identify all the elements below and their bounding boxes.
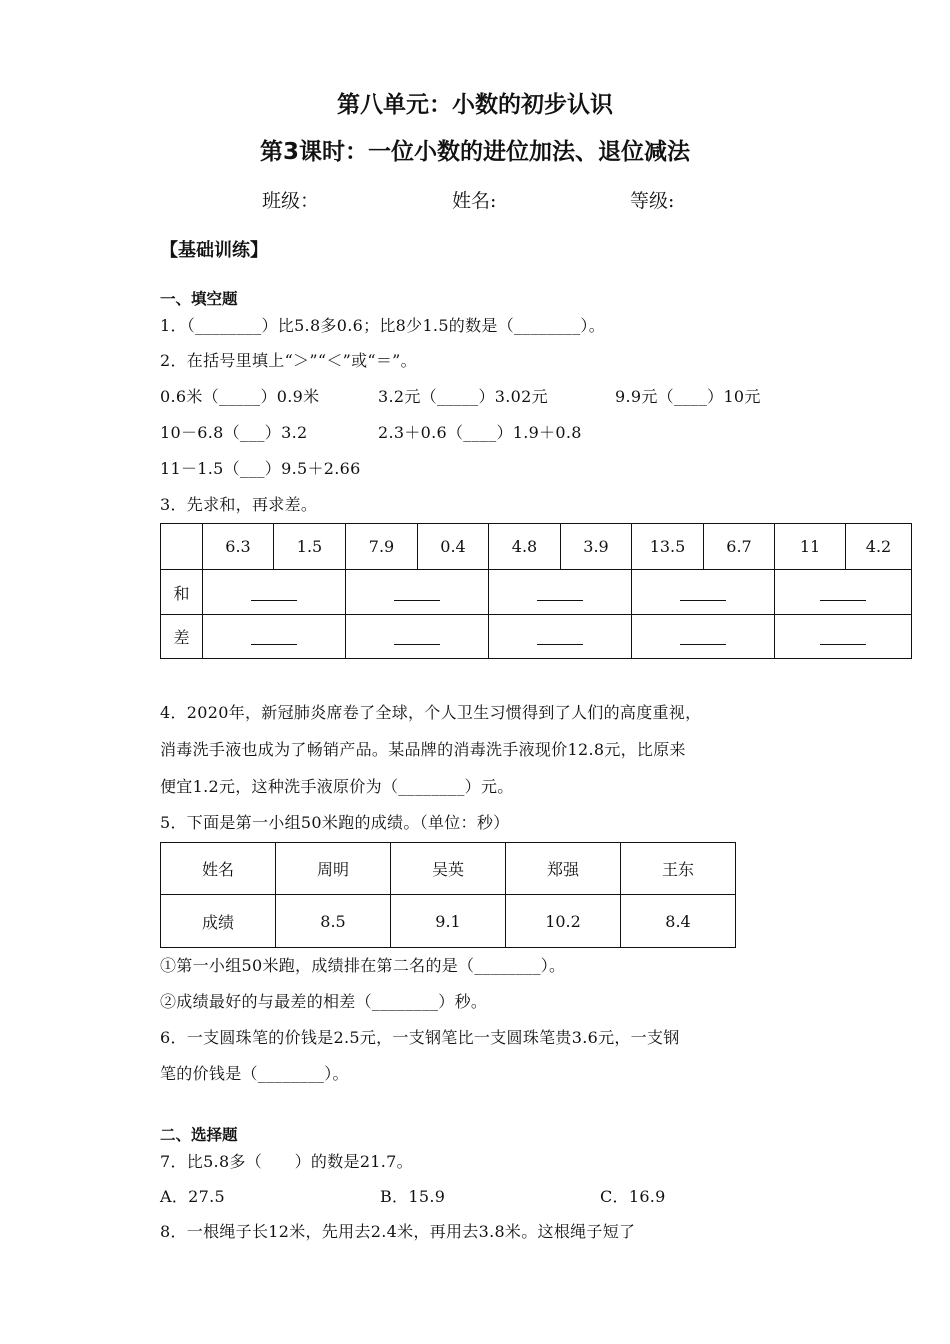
answer-blank <box>820 630 866 645</box>
name-label: 姓名: <box>452 190 497 212</box>
question-2: 2．在括号里填上“＞”“＜”或“＝”。 <box>160 351 417 370</box>
question-1: 1．（________）比5.8多0.6；比8少1.5的数是（________）。 <box>160 316 605 335</box>
answer-blank <box>394 586 440 601</box>
difference-row <box>161 615 912 659</box>
answer-blank <box>680 586 726 601</box>
question-4-line3: 便宜1.2元，这种洗手液原价为（________）元。 <box>160 777 514 796</box>
sum-row <box>161 570 912 615</box>
option-b[interactable]: B．15.9 <box>380 1187 446 1206</box>
difference-answer-cell[interactable] <box>489 615 632 659</box>
header-cell: 王东 <box>621 843 736 895</box>
q2-compare-6: 11－1.5（___）9.5＋2.66 <box>160 459 361 478</box>
answer-blank <box>251 586 297 601</box>
score-cell: 9.1 <box>391 895 506 948</box>
number-cell: 11 <box>775 524 846 570</box>
difference-label-cell: 差 <box>161 615 203 659</box>
sum-answer-cell[interactable] <box>203 570 346 615</box>
sum-difference-table <box>160 523 912 659</box>
q2-compare-4: 10－6.8（___）3.2 <box>160 423 308 442</box>
q2-compare-1: 0.6米（_____）0.9米 <box>160 387 320 406</box>
numbers-row <box>161 524 912 570</box>
question-4-line2: 消毒洗手液也成为了畅销产品。某品牌的消毒洗手液现价12.8元，比原来 <box>160 740 686 759</box>
number-cell: 13.5 <box>632 524 704 570</box>
question-4-line1: 4．2020年，新冠肺炎席卷了全球，个人卫生习惯得到了人们的高度重视， <box>160 703 702 722</box>
question-7: 7．比5.8多（ ）的数是21.7。 <box>160 1152 413 1171</box>
score-cell: 8.4 <box>621 895 736 948</box>
number-cell: 0.4 <box>418 524 489 570</box>
question-6-line2: 笔的价钱是（________）。 <box>160 1064 349 1083</box>
question-3: 3．先求和，再求差。 <box>160 495 318 514</box>
header-cell: 郑强 <box>506 843 621 895</box>
score-cell: 8.5 <box>276 895 391 948</box>
number-cell: 1.5 <box>274 524 346 570</box>
basic-training-heading: 【基础训练】 <box>160 240 268 261</box>
names-row <box>161 843 736 895</box>
number-cell: 3.9 <box>561 524 632 570</box>
question-5: 5．下面是第一小组50米跑的成绩。（单位：秒） <box>160 813 510 832</box>
option-a[interactable]: A．27.5 <box>160 1187 225 1206</box>
question-6-line1: 6．一支圆珠笔的价钱是2.5元，一支钢笔比一支圆珠笔贵3.6元，一支钢 <box>160 1028 680 1047</box>
header-cell: 周明 <box>276 843 391 895</box>
header-cell: 姓名 <box>161 843 276 895</box>
running-scores-table <box>160 842 736 948</box>
q2-compare-3: 9.9元（____）10元 <box>615 387 761 406</box>
grade-label: 等级: <box>630 190 675 212</box>
lesson-subtitle: 第3课时：一位小数的进位加法、退位减法 <box>259 139 690 165</box>
answer-blank <box>251 630 297 645</box>
number-cell: 4.2 <box>846 524 912 570</box>
difference-answer-cell[interactable] <box>203 615 346 659</box>
score-cell: 成绩 <box>161 895 276 948</box>
difference-answer-cell[interactable] <box>775 615 912 659</box>
header-cell: 吴英 <box>391 843 506 895</box>
section1-heading: 一、填空题 <box>160 290 238 308</box>
table-corner-cell <box>161 524 203 570</box>
answer-blank <box>820 586 866 601</box>
question-5-part1: ①第一小组50米跑，成绩排在第二名的是（________）。 <box>160 956 566 975</box>
answer-blank <box>394 630 440 645</box>
sum-answer-cell[interactable] <box>346 570 489 615</box>
sum-label-cell: 和 <box>161 570 203 615</box>
number-cell: 7.9 <box>346 524 418 570</box>
q2-compare-2: 3.2元（_____）3.02元 <box>378 387 548 406</box>
page-title: 第八单元：小数的初步认识 <box>337 92 613 118</box>
sum-answer-cell[interactable] <box>775 570 912 615</box>
number-cell: 6.3 <box>203 524 274 570</box>
question-8: 8．一根绳子长12米，先用去2.4米，再用去3.8米。这根绳子短了 <box>160 1222 636 1241</box>
question-5-part2: ②成绩最好的与最差的相差（________）秒。 <box>160 992 488 1011</box>
class-label: 班级： <box>262 190 320 212</box>
answer-blank <box>680 630 726 645</box>
answer-blank <box>537 630 583 645</box>
number-cell: 6.7 <box>704 524 775 570</box>
number-cell: 4.8 <box>489 524 561 570</box>
sum-answer-cell[interactable] <box>632 570 775 615</box>
answer-blank <box>537 586 583 601</box>
q2-compare-5: 2.3＋0.6（____）1.9＋0.8 <box>378 423 582 442</box>
section2-heading: 二、选择题 <box>160 1126 238 1144</box>
sum-answer-cell[interactable] <box>489 570 632 615</box>
score-cell: 10.2 <box>506 895 621 948</box>
difference-answer-cell[interactable] <box>632 615 775 659</box>
difference-answer-cell[interactable] <box>346 615 489 659</box>
scores-row <box>161 895 736 948</box>
option-c[interactable]: C．16.9 <box>600 1187 666 1206</box>
